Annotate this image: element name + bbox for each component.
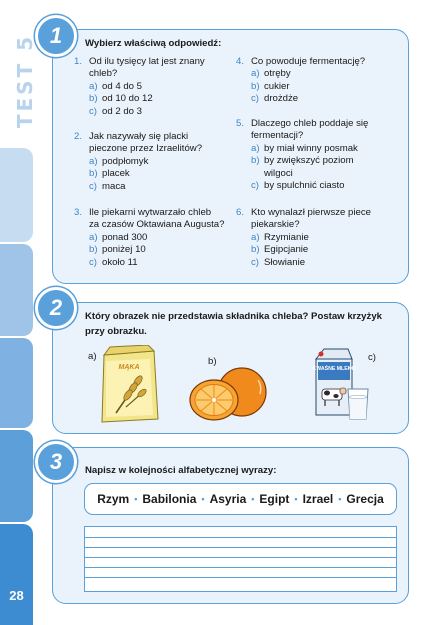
question-6 <box>236 207 371 269</box>
question-text: Ile piekarni wytwarzało chleb <box>89 207 212 218</box>
answer-lines[interactable] <box>84 526 397 592</box>
answer-option[interactable]: c) od 2 do 3 <box>89 105 143 117</box>
answer-option[interactable]: a) od 4 do 5 <box>89 80 143 92</box>
word: Rzym <box>97 492 130 506</box>
answer-option[interactable]: c) drożdże <box>251 93 299 105</box>
answer-option[interactable]: b) placek <box>89 168 130 180</box>
word-separator: • <box>201 494 205 504</box>
question-text: Jak nazywały się placki <box>89 131 189 142</box>
picture-b-label: b) <box>208 356 217 367</box>
answer-option[interactable]: a) podpłomyk <box>89 155 149 167</box>
question-text: piekarskie? <box>251 219 300 231</box>
question-number: 3. <box>74 207 83 218</box>
answer-option[interactable]: a) ponad 300 <box>89 231 148 243</box>
question-1 <box>74 56 205 118</box>
answer-option[interactable]: b) cukier <box>251 80 290 92</box>
question-number: 4. <box>236 56 245 67</box>
question-4 <box>236 56 365 106</box>
answer-option[interactable]: b) od 10 do 12 <box>89 93 153 105</box>
word: Izrael <box>302 492 334 506</box>
answer-line[interactable] <box>85 537 396 538</box>
question-text: Kto wynalazł pierwsze piece <box>251 207 371 218</box>
exercise-3-instruction: Napisz w kolejności alfabetycznej wyrazy: <box>85 465 277 476</box>
question-3 <box>74 207 224 269</box>
question-text: za czasów Oktawiana Augusta? <box>89 219 225 231</box>
answer-option-continued: wilgoci <box>264 167 293 179</box>
question-text: fermentacji? <box>251 130 304 142</box>
side-tab <box>0 430 33 522</box>
exercise-2-number-badge: 2 <box>35 287 77 329</box>
answer-line[interactable] <box>85 577 396 578</box>
picture-a-label: a) <box>88 351 97 362</box>
answer-line[interactable] <box>85 547 396 548</box>
answer-option[interactable]: c) maca <box>89 180 126 192</box>
word: Asyria <box>209 492 247 506</box>
question-text: Co powoduje fermentację? <box>251 56 366 67</box>
answer-option[interactable]: c) by spulchnić ciasto <box>251 180 345 192</box>
word-separator: • <box>294 494 298 504</box>
picture-c-label: c) <box>368 352 376 363</box>
answer-option[interactable]: a) otręby <box>251 68 291 80</box>
answer-option[interactable]: a) by miał winny posmak <box>251 142 358 154</box>
milk-carton-icon[interactable] <box>312 345 374 425</box>
side-tab <box>0 524 33 625</box>
question-number: 6. <box>236 207 245 218</box>
page-number: 28 <box>9 588 24 603</box>
question-text: Od ilu tysięcy lat jest znany <box>89 56 205 67</box>
word-separator: • <box>338 494 342 504</box>
answer-option[interactable]: a) Rzymianie <box>251 231 309 243</box>
orange-icon[interactable] <box>188 366 272 422</box>
question-text: pieczone przez Izraelitów? <box>89 143 203 155</box>
answer-option[interactable]: b) Egipcjanie <box>251 244 309 256</box>
flour-bag-icon[interactable] <box>96 345 162 425</box>
milk-carton-lettering: KWAŚNE MLEKO <box>312 366 356 372</box>
word-separator: • <box>134 494 138 504</box>
question-text: Dlaczego chleb poddaje się <box>251 118 369 129</box>
exercise-1-instruction: Wybierz właściwą odpowiedź: <box>85 38 222 49</box>
answer-option[interactable]: b) by zwiększyć poziom <box>251 155 354 167</box>
section-title: TEST 5 <box>13 33 37 129</box>
exercise-3-number-badge: 3 <box>35 441 77 483</box>
word: Egipt <box>259 492 290 506</box>
side-tab <box>0 148 33 242</box>
side-tab <box>0 338 33 428</box>
word: Babilonia <box>142 492 197 506</box>
side-tab <box>0 244 33 336</box>
answer-option[interactable]: b) poniżej 10 <box>89 244 146 256</box>
question-5 <box>236 118 368 192</box>
flour-bag-lettering: MĄKA <box>118 364 140 371</box>
question-2 <box>74 131 202 193</box>
question-number: 5. <box>236 118 245 129</box>
answer-line[interactable] <box>85 567 396 568</box>
question-number: 2. <box>74 131 83 142</box>
word-list-box <box>84 483 397 515</box>
answer-option[interactable]: c) Słowianie <box>251 256 306 268</box>
question-text: chleb? <box>89 68 118 80</box>
question-number: 1. <box>74 56 83 67</box>
exercise-2-instruction: Który obrazek nie przedstawia składnika chleba? Postaw krzyżyk przy obrazku. <box>85 311 382 337</box>
word: Grecja <box>346 492 384 506</box>
exercise-1-number-badge: 1 <box>35 15 77 57</box>
answer-option[interactable]: c) około 11 <box>89 256 138 268</box>
answer-line[interactable] <box>85 557 396 558</box>
word-separator: • <box>251 494 255 504</box>
